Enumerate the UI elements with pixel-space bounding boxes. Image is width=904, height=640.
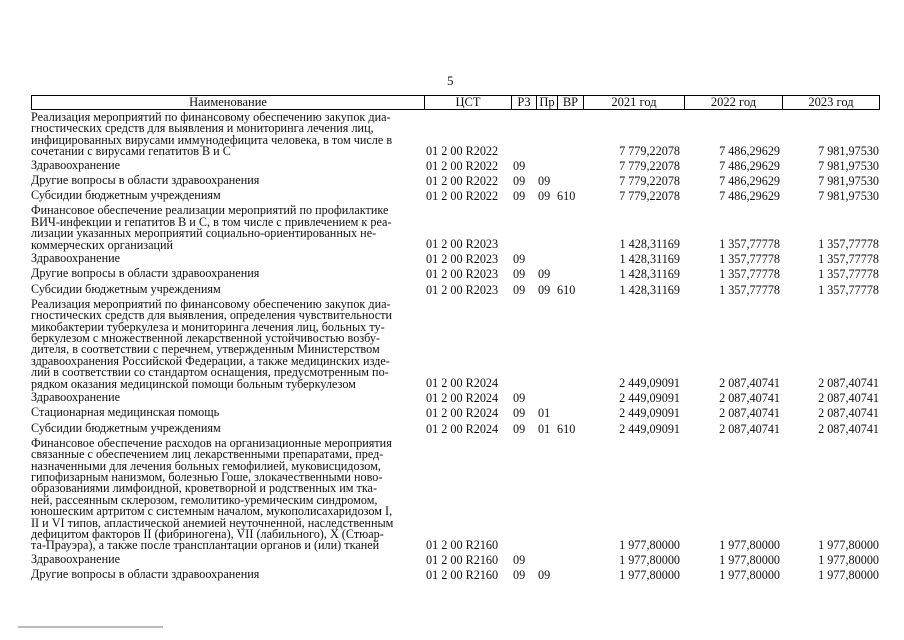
- row-name-line: микобактерии туберкулеза и мониторинга лечения лиц, больных ту-: [31, 319, 385, 334]
- row-2022: 2 087,40741: [719, 375, 780, 390]
- row-name-line: II и VI типов, апластической анемией неуточненной, наследственным: [31, 515, 394, 530]
- row-name-line: гностических средств для выявления и мониторинга лечения лиц,: [31, 121, 374, 136]
- header-vr: ВР: [557, 96, 583, 109]
- row-2023: 1 977,80000: [818, 568, 879, 583]
- row-pr: 09: [538, 568, 551, 583]
- table-row: [0, 435, 904, 553]
- row-name-line: Субсидии бюджетным учреждениям: [31, 420, 221, 435]
- row-pr: 01: [538, 421, 551, 436]
- header-2023: 2023 год: [782, 96, 879, 109]
- row-2023: 1 977,80000: [818, 537, 879, 552]
- row-name-line: Здравоохранение: [31, 552, 121, 566]
- row-cst: 01 2 00 R2024: [426, 391, 499, 406]
- row-2023: 2 087,40741: [818, 421, 879, 436]
- row-name: [31, 157, 423, 172]
- row-cst: 01 2 00 R2160: [426, 537, 499, 552]
- row-cst: 01 2 00 R2160: [426, 553, 499, 567]
- row-2021: 7 779,22078: [619, 143, 680, 158]
- row-rz: 09: [513, 252, 526, 267]
- page-number: 5: [447, 73, 454, 88]
- row-2021: 1 977,80000: [619, 568, 680, 583]
- row-2023: 2 087,40741: [818, 375, 879, 390]
- row-name-line: дителя, в соответствии с перечнем, утвержденным Министерством: [31, 342, 380, 357]
- row-name-line: гностических средств для выявления, определения чувствительности: [31, 308, 393, 323]
- header-2022: 2022 год: [684, 96, 782, 109]
- row-2023: 7 981,97530: [818, 158, 879, 173]
- row-name-line: здравоохранения Российской Федерации, а также медицинских изде-: [31, 353, 390, 368]
- row-rz: 09: [513, 421, 526, 436]
- row-name-line: та-Прауэра), а также после трансплантации органов и (или) тканей: [31, 538, 380, 553]
- row-name-line: дефицитом факторов II (фибриногена), VII (лабильного), X (Стюар-: [31, 527, 384, 542]
- row-name-line: образованиями лимфоидной, кроветворной и родственных им тка-: [31, 481, 378, 496]
- row-2022: 7 486,29629: [719, 189, 780, 204]
- row-cst: 01 2 00 R2022: [426, 189, 499, 204]
- row-name: [31, 392, 423, 403]
- row-2023: 7 981,97530: [818, 143, 879, 158]
- row-2023: 2 087,40741: [818, 391, 879, 406]
- row-rz: 09: [513, 391, 526, 406]
- row-name-line: рядком оказания медицинской помощи больным туберкулезом: [31, 376, 356, 391]
- row-2022: 1 357,77778: [719, 236, 780, 251]
- row-2023: 1 357,77778: [818, 236, 879, 251]
- row-name: [31, 407, 423, 418]
- row-name-line: гипофизарным нанизмом, болезнью Гоше, злокачественными ново-: [31, 470, 383, 485]
- row-pr: 09: [538, 189, 551, 204]
- row-name: [31, 112, 423, 158]
- row-name: [31, 420, 423, 435]
- row-name-line: коммерческих организаций: [31, 237, 174, 252]
- row-2023: 7 981,97530: [818, 189, 879, 204]
- table-row: [0, 253, 904, 266]
- row-cst: 01 2 00 R2023: [426, 282, 499, 297]
- row-name-line: инфицированных вирусами иммунодефицита человека, в том числе в: [31, 132, 393, 147]
- table-row: [0, 281, 904, 297]
- row-rz: 09: [513, 189, 526, 204]
- row-name-line: лий в соответствии со стандартом оснащения, предусмотренным по-: [31, 365, 389, 380]
- row-2022: 2 087,40741: [719, 421, 780, 436]
- row-name: [31, 253, 423, 264]
- row-name-line: Реализация мероприятий по финансовому обеспечению закупок диа-: [31, 110, 391, 124]
- row-vr: 610: [557, 421, 576, 436]
- table-row: [0, 554, 904, 567]
- row-cst: 01 2 00 R2160: [426, 568, 499, 583]
- row-2021: 2 449,09091: [619, 421, 680, 436]
- row-cst: 01 2 00 R2023: [426, 267, 499, 282]
- row-name-line: Финансовое обеспечение расходов на организационные мероприятия: [31, 435, 392, 450]
- row-name-line: Другие вопросы в области здравоохранения: [31, 266, 260, 281]
- row-name-line: Здравоохранение: [31, 251, 121, 266]
- row-cst: 01 2 00 R2023: [426, 236, 499, 251]
- row-name-line: Субсидии бюджетным учреждениям: [31, 281, 221, 296]
- row-rz: 09: [513, 158, 526, 173]
- row-2023: 1 357,77778: [818, 252, 879, 267]
- row-name-line: юношеским артритом с системным началом, мукополисахаридозом I,: [31, 504, 393, 519]
- row-name-line: Другие вопросы в области здравоохранения: [31, 173, 260, 187]
- row-rz: 09: [513, 553, 526, 567]
- row-2023: 7 981,97530: [818, 174, 879, 188]
- table-row: [0, 157, 904, 173]
- row-2021: 7 779,22078: [619, 158, 680, 173]
- row-rz: 09: [513, 406, 526, 421]
- header-2021: 2021 год: [583, 96, 684, 109]
- row-2021: 2 449,09091: [619, 375, 680, 390]
- table-row: [0, 296, 904, 391]
- row-name-line: Здравоохранение: [31, 390, 121, 405]
- row-name-line: сочетании с вирусами гепатитов В и С: [31, 144, 231, 159]
- row-2021: 1 428,31169: [619, 252, 680, 267]
- table-row: [0, 268, 904, 281]
- row-rz: 09: [513, 568, 526, 583]
- table-row: [0, 175, 904, 188]
- row-pr: 09: [538, 267, 551, 282]
- header-pr: Пр: [536, 96, 557, 109]
- row-rz: 09: [513, 174, 526, 188]
- row-name: [31, 569, 423, 580]
- row-2021: 1 428,31169: [619, 282, 680, 297]
- row-2023: 1 977,80000: [818, 553, 879, 567]
- row-vr: 610: [557, 189, 576, 204]
- row-name: [31, 435, 423, 553]
- row-2022: 7 486,29629: [719, 158, 780, 173]
- table-row: [0, 420, 904, 436]
- header-name: Наименование: [189, 95, 267, 109]
- row-name-line: Другие вопросы в области здравоохранения: [31, 567, 260, 582]
- row-pr: 09: [538, 174, 551, 188]
- table-row: [0, 569, 904, 582]
- header-rz: РЗ: [511, 96, 536, 109]
- row-2021: 2 449,09091: [619, 406, 680, 421]
- table-row: [0, 407, 904, 420]
- row-rz: 09: [513, 267, 526, 282]
- row-name: [31, 175, 423, 186]
- row-2022: 1 977,80000: [719, 553, 780, 567]
- row-name-line: ВИЧ-инфекции и гепатитов В и С, в том числе с привлечением к реа-: [31, 214, 392, 229]
- row-2022: 7 486,29629: [719, 174, 780, 188]
- row-cst: 01 2 00 R2022: [426, 158, 499, 173]
- row-2021: 1 977,80000: [619, 553, 680, 567]
- row-cst: 01 2 00 R2023: [426, 252, 499, 267]
- row-2022: 1 977,80000: [719, 537, 780, 552]
- row-2023: 1 357,77778: [818, 267, 879, 282]
- row-name: [31, 205, 423, 251]
- row-cst: 01 2 00 R2022: [426, 143, 499, 158]
- row-cst: 01 2 00 R2022: [426, 174, 499, 188]
- row-2022: 2 087,40741: [719, 406, 780, 421]
- row-2022: 2 087,40741: [719, 391, 780, 406]
- row-2022: 7 486,29629: [719, 143, 780, 158]
- row-2021: 1 428,31169: [619, 236, 680, 251]
- row-name-line: Финансовое обеспечение реализации мероприятий по профилактике: [31, 203, 389, 218]
- row-name-line: Реализация мероприятий по финансовому обеспечению закупок диа-: [31, 296, 391, 311]
- row-name-line: назначенными для лечения больных гемофилией, муковисцидозом,: [31, 458, 381, 473]
- table-row: [0, 392, 904, 405]
- row-name-line: связанные с обеспечением лиц лекарственными препаратами, пред-: [31, 447, 384, 462]
- page-edge-line: [18, 626, 163, 628]
- row-2021: 1 977,80000: [619, 537, 680, 552]
- row-2022: 1 357,77778: [719, 282, 780, 297]
- row-2022: 1 357,77778: [719, 252, 780, 267]
- row-name-line: лизации указанных мероприятий социально-ориентированных не-: [31, 226, 377, 241]
- row-name: [31, 268, 423, 279]
- row-2021: 1 428,31169: [619, 267, 680, 282]
- table-row: [0, 112, 904, 158]
- table-row: [0, 205, 904, 251]
- row-name-line: Субсидии бюджетным учреждениям: [31, 188, 221, 203]
- row-2023: 1 357,77778: [818, 282, 879, 297]
- row-name-line: Стационарная медицинская помощь: [31, 405, 220, 420]
- row-cst: 01 2 00 R2024: [426, 406, 499, 421]
- row-cst: 01 2 00 R2024: [426, 375, 499, 390]
- row-name: [31, 190, 423, 201]
- row-pr: 01: [538, 406, 551, 421]
- row-2022: 1 977,80000: [719, 568, 780, 583]
- row-2022: 1 357,77778: [719, 267, 780, 282]
- header-cst: ЦСТ: [424, 96, 511, 109]
- row-name-line: беркулезом с множественной лекарственной устойчивостью возбу-: [31, 331, 381, 346]
- row-name: [31, 554, 423, 565]
- row-name-line: Здравоохранение: [31, 157, 121, 172]
- row-rz: 09: [513, 282, 526, 297]
- row-name-line: ней, рассеянным склерозом, гемолитико-уремическим синдромом,: [31, 492, 378, 507]
- row-2021: 2 449,09091: [619, 391, 680, 406]
- row-2021: 7 779,22078: [619, 174, 680, 188]
- row-pr: 09: [538, 282, 551, 297]
- table-row: [0, 190, 904, 203]
- row-cst: 01 2 00 R2024: [426, 421, 499, 436]
- row-2021: 7 779,22078: [619, 189, 680, 204]
- row-2023: 2 087,40741: [818, 406, 879, 421]
- row-name: [31, 296, 423, 391]
- row-vr: 610: [557, 282, 576, 297]
- row-name: [31, 281, 423, 296]
